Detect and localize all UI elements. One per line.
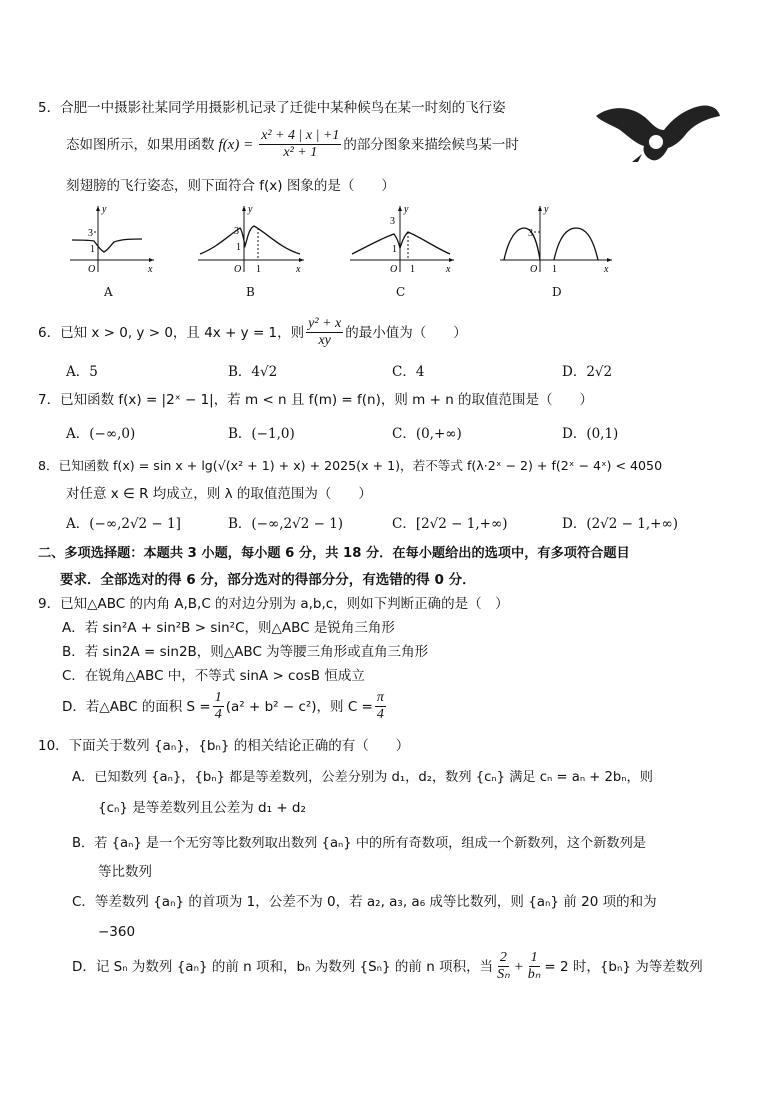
- q8-stem-line1: 8．已知函数 f(x) = sin x + lg(√(x² + 1) + x) + 2025(x + 1)，若不等式 f(λ·2ˣ − 2) + f(2ˣ − 4ˣ) < 4050: [38, 458, 663, 473]
- q9-option-d: [62, 690, 388, 723]
- q6-fraction: [306, 316, 343, 349]
- q10-option-b-line2: 等比数列: [98, 864, 152, 880]
- graph-c-x: x: [446, 264, 451, 274]
- q9-d-fraction: [213, 690, 224, 723]
- graph-d-o: O: [530, 264, 538, 274]
- q5-line3: 刻翅膀的飞行姿态，则下面符合 f(x) 图象的是（ ）: [66, 178, 395, 194]
- q8-option-a: A．(−∞,2√2 − 1]: [66, 516, 181, 532]
- graph-c: [348, 202, 458, 274]
- q6-option-c: C．4: [392, 364, 425, 380]
- q9-option-b: B．若 sin2A = sin2B，则△ABC 为等腰三角形或直角三角形: [62, 644, 429, 660]
- q10-stem: 10．下面关于数列 {aₙ}，{bₙ} 的相关结论正确的有（ ）: [38, 738, 410, 754]
- q5-line2-a: 态如图所示，如果用函数: [66, 136, 215, 153]
- q5-line1: 5．合肥一中摄影社某同学用摄影机记录了迁徙中某种候鸟在某一时刻的飞行姿: [38, 100, 506, 116]
- q6-option-a: A．5: [66, 364, 98, 380]
- q9-d-fraction-num: 1: [214, 690, 222, 705]
- q10-d-fraction1-num: 2: [499, 950, 507, 965]
- q9-d-text-a: D．若△ABC 的面积 S =: [62, 698, 211, 715]
- graph-a-one: 1: [90, 244, 95, 255]
- q8-option-b: B．(−∞,2√2 − 1): [228, 516, 344, 532]
- graph-b-o: O: [234, 264, 242, 274]
- q5-fraction-num: x² + 4 | x | +1: [261, 128, 340, 143]
- q10-option-a-line1: A．已知数列 {aₙ}，{bₙ} 都是等差数列，公差分别为 d₁，d₂，数列 {cₙ} 满足 cₙ = aₙ + 2bₙ，则: [72, 770, 653, 785]
- q10-d-text-a: D．记 Sₙ 为数列 {aₙ} 的前 n 项和，bₙ 为数列 {Sₙ} 的前 n 项积，当: [72, 958, 494, 975]
- graph-b-tick1: 1: [256, 264, 261, 274]
- graph-a-x: x: [148, 264, 153, 274]
- q6-stem-b: 的最小值为（ ）: [345, 324, 467, 341]
- q8-stem-line2: 对任意 x ∈ R 均成立，则 λ 的取值范围为（ ）: [66, 486, 372, 502]
- graph-a-label: A: [104, 285, 113, 299]
- q9-d-text-b: (a² + b² − c²)，则 C =: [225, 698, 373, 715]
- q7-stem: 7．已知函数 f(x) = |2ˣ − 1|，若 m < n 且 f(m) = f(n)，则 m + n 的取值范围是（ ）: [38, 392, 594, 408]
- graph-d: [498, 202, 616, 274]
- q10-option-d: [72, 950, 703, 983]
- q5-fraction: [259, 128, 341, 161]
- graph-c-one: 1: [392, 244, 397, 255]
- q7-option-b: B．(−1,0): [228, 426, 295, 442]
- graph-d-tick1: 1: [552, 264, 557, 274]
- graph-d-x: x: [604, 264, 609, 274]
- q7-option-d: D．(0,1): [562, 426, 619, 442]
- graph-b-one: 1: [236, 242, 241, 253]
- graph-d-y: y: [544, 204, 549, 215]
- q10-d-fraction1-den: Sₙ: [497, 967, 510, 982]
- graph-c-label: C: [396, 285, 406, 299]
- q10-d-plus: +: [513, 958, 524, 975]
- graph-b: [196, 202, 308, 274]
- q5-fraction-den: x² + 1: [283, 145, 318, 160]
- q5-line2: [66, 128, 519, 161]
- q6-stem: [38, 316, 467, 349]
- q6-stem-a: 6．已知 x > 0, y > 0，且 4x + y = 1，则: [38, 324, 305, 341]
- graph-b-label: B: [246, 285, 255, 299]
- q6-option-b: B．4√2: [228, 364, 278, 380]
- q10-d-fraction2-num: 1: [530, 950, 538, 965]
- section2-heading-line1: 二、多项选择题：本题共 3 小题，每小题 6 分，共 18 分．在每小题给出的选项中，有多项符合题目: [38, 546, 630, 561]
- graph-a: [68, 202, 158, 274]
- q10-option-a-line2: {cₙ} 是等差数列且公差为 d₁ + d₂: [98, 800, 306, 816]
- graph-c-tick1: 1: [410, 264, 415, 274]
- q8-option-c: C．[2√2 − 1,+∞): [392, 516, 508, 532]
- graph-b-y: y: [248, 204, 253, 215]
- q10-d-fraction2-den: bₙ: [527, 967, 541, 982]
- q10-d-fraction1: [495, 950, 512, 983]
- q9-d-fraction-den: 4: [214, 707, 222, 722]
- q9-stem: 9．已知△ABC 的内角 A,B,C 的对边分别为 a,b,c，则如下判断正确的是（ ）: [38, 596, 509, 612]
- q5-line2-b: 的部分图象来描绘候鸟某一时: [343, 136, 519, 153]
- graph-c-y: y: [404, 204, 409, 215]
- q6-fraction-den: xy: [318, 333, 331, 348]
- section2-heading-line2: 要求．全部选对的得 6 分，部分选对的得部分分，有选错的得 0 分．: [60, 572, 476, 588]
- graph-d-three: 3: [528, 228, 533, 239]
- graph-a-o: O: [88, 264, 96, 274]
- q9-d-fraction2: [375, 690, 386, 723]
- q10-d-text-b: = 2 时，{bₙ} 为等差数列: [544, 958, 703, 975]
- graph-b-x: x: [296, 264, 301, 274]
- graph-c-o: O: [390, 264, 398, 274]
- q9-option-a: A．若 sin²A + sin²B > sin²C，则△ABC 是锐角三角形: [62, 620, 395, 636]
- q8-option-d: D．(2√2 − 1,+∞): [562, 516, 678, 532]
- bird-image: [592, 96, 722, 164]
- q6-option-d: D．2√2: [562, 364, 613, 380]
- q10-option-c-line2: −360: [98, 924, 136, 940]
- q10-d-fraction2: [526, 950, 543, 983]
- q7-option-a: A．(−∞,0): [66, 426, 136, 442]
- q9-d-fraction2-den: 4: [376, 707, 384, 722]
- q10-option-c-line1: C．等差数列 {aₙ} 的首项为 1，公差不为 0，若 a₂, a₃, a₆ 成等比数列，则 {aₙ} 前 20 项的和为: [72, 894, 657, 910]
- q10-option-b-line1: B．若 {aₙ} 是一个无穷等比数列取出数列 {aₙ} 中的所有奇数项，组成一个新数列，这个新数列是: [72, 836, 646, 851]
- graph-a-y: y: [102, 204, 107, 215]
- graph-a-three: 3: [88, 228, 93, 239]
- q9-option-c: C．在锐角△ABC 中，不等式 sinA > cosB 恒成立: [62, 668, 365, 684]
- q6-fraction-num: y² + x: [308, 316, 342, 331]
- q9-d-fraction2-num: π: [376, 690, 384, 705]
- graph-b-three: 3: [234, 226, 239, 237]
- q7-option-c: C．(0,+∞): [392, 426, 462, 442]
- q5-fx: f(x) =: [218, 136, 254, 153]
- graph-c-three: 3: [390, 216, 395, 227]
- graph-d-label: D: [552, 285, 562, 299]
